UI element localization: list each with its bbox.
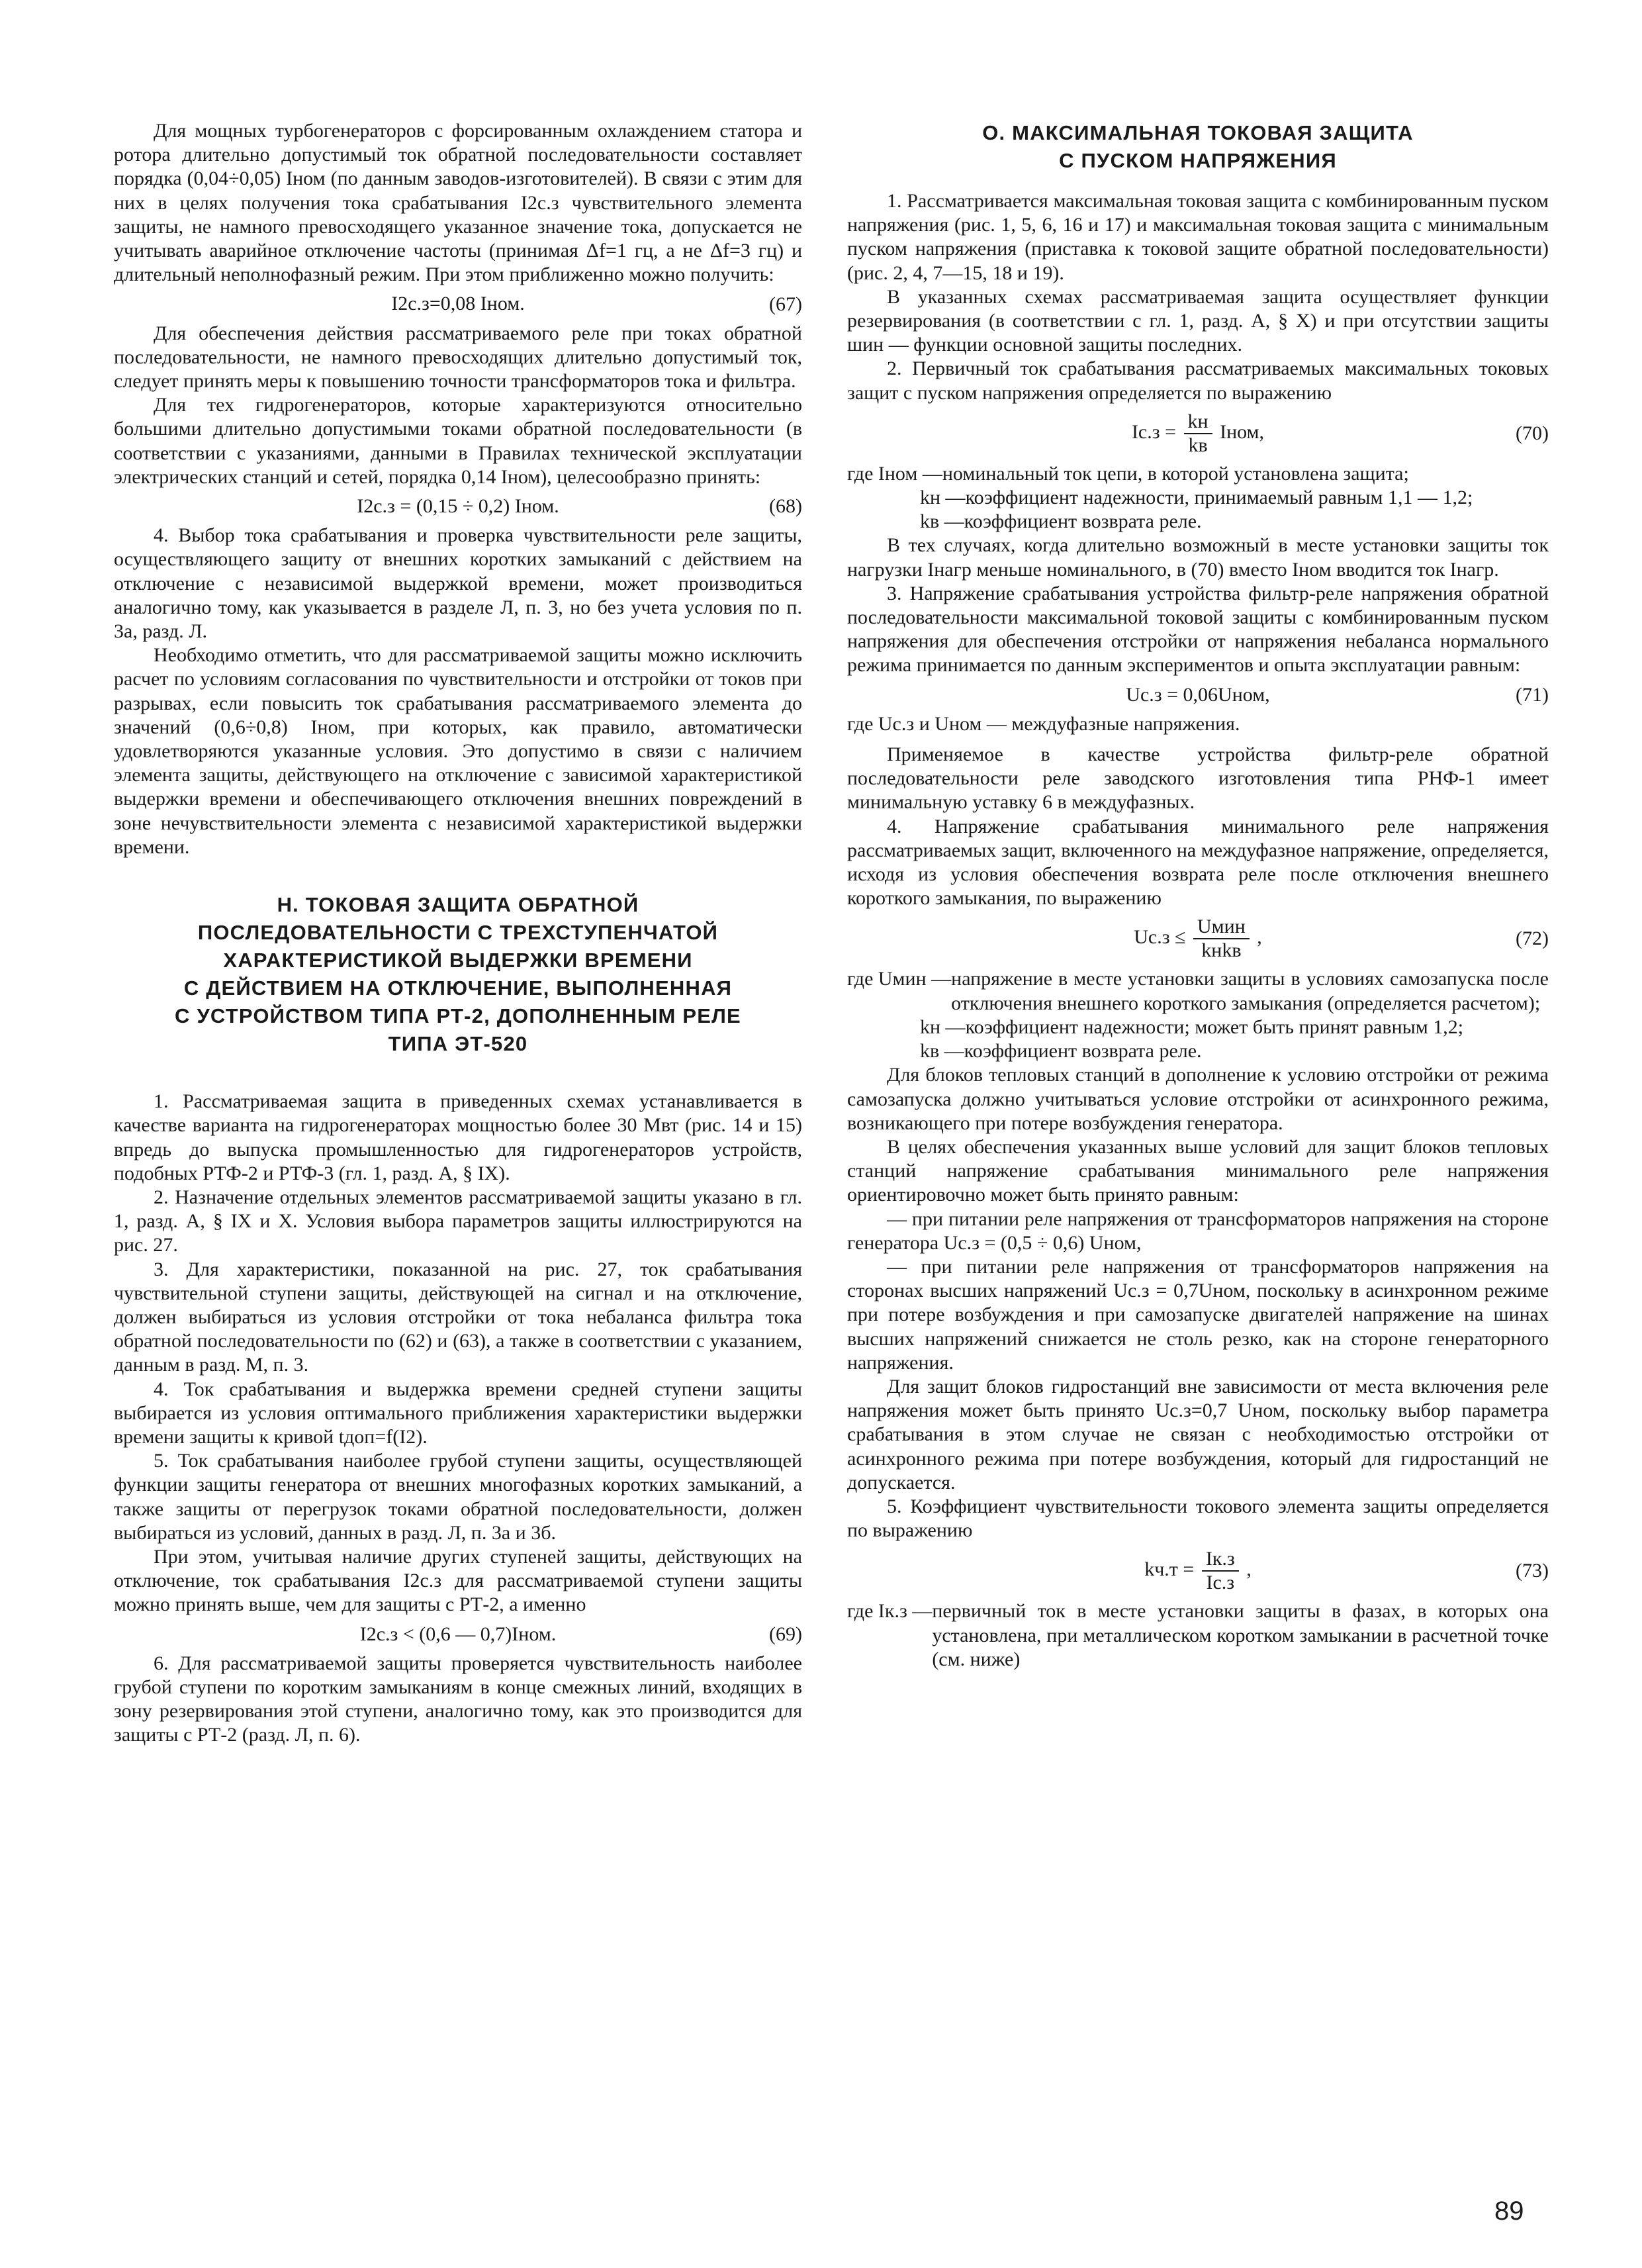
where-symbol: где Uмин — (847, 968, 952, 990)
paragraph: 1. Рассматриваемая защита в приведенных схемах устанавливается в качестве варианта на гидрогенераторах мощностью более 30 Мвт (рис. 14 и 15) впредь до выпуска промышленностью для гидрогенераторов устройств, подобных РТФ-2 и РТФ-3 (гл. 1, разд. А, § IX). (114, 1090, 802, 1184)
formula-69 (114, 1617, 802, 1652)
formula-number: (72) (1516, 927, 1549, 950)
formula-number: (68) (769, 495, 802, 518)
paragraph: где Uс.з и Uном — междуфазные напряжения. (847, 712, 1240, 735)
formula-expression (1134, 916, 1262, 962)
fraction (1184, 410, 1212, 457)
heading-line: С ПУСКОМ НАПРЯЖЕНИЯ (1059, 149, 1337, 172)
section-heading-n (114, 891, 802, 1058)
heading-line: С УСТРОЙСТВОМ ТИПА РТ-2, ДОПОЛНЕННЫМ РЕЛЕ (175, 1004, 741, 1028)
formula-expression: I2с.з < (0,6 — 0,7)Iном. (359, 1623, 557, 1645)
paragraph: В тех случаях, когда длительно возможный в месте установки защиты ток нагрузки Iнагр меньше номинального, в (70) вместо Iном вводится ток Iнагр. (847, 534, 1549, 581)
where-item (847, 967, 1549, 1015)
formula-number: (71) (1516, 683, 1549, 706)
paragraph: 2. Первичный ток срабатывания рассматриваемых максимальных токовых защит с пуском напряжения определяется по выражению (847, 357, 1549, 404)
formula-number: (70) (1516, 422, 1549, 444)
formula-73 (847, 1542, 1549, 1599)
paragraph: 3. Напряжение срабатывания устройства фильтр-реле напряжения обратной последовательности максимальной токовой защиты с комбинированным пуском напряжения для обеспечения отстройки от напряжения небаланса нормального режима принимается по данным экспериментов и опыта эксплуатации равным: (847, 582, 1549, 677)
paragraph: 3. Для характеристики, показанной на рис. 27, ток срабатывания чувствительной ступени защиты, действующей на сигнал и на отключение, должен выбираться из условия отстройки от тока небаланса фильтра тока обратной последовательности по (62) и (63), а также в соответствии с указанием, данным в разд. М, п. 3. (114, 1258, 802, 1376)
where-item (847, 462, 1549, 486)
formula-number: (73) (1516, 1560, 1549, 1582)
where-symbol: kн — (920, 1016, 966, 1038)
where-text: коэффициент возврата реле. (964, 510, 1202, 533)
formula-lhs: Uс.з ≤ (1134, 926, 1186, 949)
fraction-numerator: Uмин (1193, 916, 1250, 939)
where-item (847, 1016, 1549, 1039)
paragraph: 4. Ток срабатывания и выдержка времени средней ступени защиты выбирается из условия оптимального приближения характеристики выдержки времени защиты к кривой tдоп=f(I2). (114, 1378, 802, 1448)
formula-lhs: kч.т = (1144, 1558, 1195, 1581)
heading-line: С ДЕЙСТВИЕМ НА ОТКЛЮЧЕНИЕ, ВЫПОЛНЕННАЯ (183, 976, 733, 1000)
fraction-denominator: kнkв (1201, 939, 1242, 962)
formula-rhs: Iном, (1220, 420, 1265, 443)
paragraph: 1. Рассматривается максимальная токовая защита с комбинированным пуском напряжения (рис. 1, 5, 6, 16 и 17) и максимальная токовая защита с минимальным пуском напряжения (приставка к токовой защите обратной последовательности) (рис. 2, 4, 7—15, 18 и 19). (847, 190, 1549, 284)
fraction-denominator: kв (1188, 434, 1208, 456)
paragraph: Для мощных турбогенераторов с форсированным охлаждением статора и ротора длительно допустимый ток обратной последовательности составляет порядка (0,04÷0,05) Iном (по данным заводов-изготовителей). В связи с этим для них в целях получения тока срабатывания I2с.з чувствительного элемента защиты, не намного превосходящего указанное значение тока, допускается не учитывать аварийное отключение частоты (принимая Δf=1 гц, а не Δf=3 гц) и длительный неполнофазный режим. При этом приближенно можно получить: (114, 120, 802, 286)
heading-line: О. МАКСИМАЛЬНАЯ ТОКОВАЯ ЗАЩИТА (982, 121, 1414, 144)
paragraph: Для тех гидрогенераторов, которые характеризуются относительно большими длительно допустимыми токами обратной последовательности (в соответствии с указаниями, данными в Правилах технической эксплуатации электрических станций и сетей, порядка 0,14 Iном), целесообразно принять: (114, 394, 802, 488)
paragraph: 2. Назначение отдельных элементов рассматриваемой защиты указано в гл. 1, разд. А, § IX и X. Условия выбора параметров защиты иллюстрируются на рис. 27. (114, 1186, 802, 1256)
formula-rhs: , (1246, 1558, 1252, 1581)
page-number: 89 (1494, 2197, 1524, 2226)
where-text: напряжение в месте установки защиты в условиях самозапуска после отключения внешнего короткого замыкания (определяется расчетом); (951, 968, 1549, 1014)
formula-expression (1144, 1548, 1252, 1594)
fraction-numerator: kн (1184, 410, 1212, 434)
formula-70 (847, 405, 1549, 462)
paragraph: Необходимо отметить, что для рассматриваемой защиты можно исключить расчет по условиям согласования по чувствительности и отстройки от токов при разрывах, если повысить ток срабатывания рассматриваемого элемента до значений (0,6÷0,8) Iном, при которых, как правило, автоматически удовлетворяются указанные условия. Это допустимо в связи с наличием элемента защиты, действующего на отключение с зависимой характеристикой выдержки времени и обеспечивающего отключения внешних повреждений в зоне нечувствительности элемента с независимой характеристикой выдержки времени. (114, 644, 802, 858)
where-item (847, 1039, 1549, 1063)
fraction (1193, 916, 1250, 962)
where-text: номинальный ток цепи, в которой установлена защита; (942, 462, 1409, 485)
where-symbol: kв — (920, 510, 964, 533)
formula-expression: I2с.з = (0,15 ÷ 0,2) Iном. (357, 495, 559, 518)
paragraph: В указанных схемах рассматриваемая защита осуществляет функции резервирования (в соответствии с гл. 1, разд. А, § X) и при отсутствии защиты шин — функции основной защиты последних. (847, 285, 1549, 356)
left-column (114, 119, 802, 1748)
formula-expression: I2с.з=0,08 Iном. (391, 293, 525, 315)
formula-71 (847, 678, 1549, 712)
heading-line: Н. ТОКОВАЯ ЗАЩИТА ОБРАТНОЙ (277, 893, 639, 917)
right-column (847, 119, 1549, 1672)
paragraph: Применяемое в качестве устройства фильтр-реле обратной последовательности реле заводского изготовления типа РНФ-1 имеет минимальную уставку 6 в междуфазных. (847, 743, 1549, 814)
formula-67 (114, 287, 802, 321)
paragraph: 5. Коэффициент чувствительности токового элемента защиты определяется по выражению (847, 1495, 1549, 1542)
where-text: коэффициент надежности, принимаемый равным 1,1 — 1,2; (965, 487, 1473, 509)
where-symbol: kв — (920, 1040, 964, 1063)
formula-number: (69) (769, 1623, 802, 1645)
heading-line: ПОСЛЕДОВАТЕЛЬНОСТИ С ТРЕХСТУПЕНЧАТОЙ (197, 921, 719, 945)
fraction-denominator: Iс.з (1206, 1572, 1235, 1594)
formula-number: (67) (769, 293, 802, 315)
formula-rhs: , (1257, 926, 1262, 949)
fraction (1202, 1548, 1239, 1594)
fraction-numerator: Iк.з (1202, 1548, 1239, 1572)
where-item (847, 1599, 1549, 1672)
where-text: коэффициент возврата реле. (964, 1040, 1202, 1063)
formula-68 (114, 489, 802, 524)
section-heading-o (847, 119, 1549, 175)
paragraph: Для обеспечения действия рассматриваемого реле при токах обратной последовательности, не намного превосходящих длительно допустимый ток, следует принять меры к повышению точности трансформаторов тока и фильтра. (114, 322, 802, 393)
paragraph: Для защит блоков гидростанций вне зависимости от места включения реле напряжения может быть принято Uс.з=0,7 Uном, поскольку выбор параметра срабатывания в этом случае не связан с необходимостью отстройки от асинхронного режима при потере возбуждения, который для гидростанций не допускается. (847, 1375, 1549, 1493)
where-item (847, 486, 1549, 510)
where-symbol: где Iк.з — (847, 1600, 933, 1623)
where-symbol: kн — (920, 487, 966, 509)
formula-expression: Uс.з = 0,06Uном, (1126, 683, 1270, 706)
paragraph: 6. Для рассматриваемой защиты проверяется чувствительность наиболее грубой ступени по коротким замыканиям в конце смежных линий, входящих в зону резервирования этой ступени, аналогично тому, как это производится для защиты с РТ-2 (разд. Л, п. 6). (114, 1652, 802, 1746)
paragraph: — при питании реле напряжения от трансформаторов напряжения на сторонах высших напряжений Uс.з = 0,7Uном, поскольку в асинхронном режиме при потере возбуждения и при самозапуске двигателей напряжение на шинах высших напряжений снижается не столь резко, как на стороне генераторного напряжения. (847, 1255, 1549, 1374)
paragraph: В целях обеспечения указанных выше условий для защит блоков тепловых станций напряжение срабатывания минимального реле напряжения ориентировочно может быть принято равным: (847, 1135, 1549, 1206)
formula-lhs: Iс.з = (1131, 420, 1177, 443)
formula-72 (847, 910, 1549, 967)
paragraph: — при питании реле напряжения от трансформаторов напряжения на стороне генератора Uс.з = (0,5 ÷ 0,6) Uном, (847, 1207, 1549, 1254)
heading-line: ХАРАКТЕРИСТИКОЙ ВЫДЕРЖКИ ВРЕМЕНИ (223, 949, 693, 972)
formula-expression (1132, 410, 1264, 457)
paragraph: 5. Ток срабатывания наиболее грубой ступени защиты, осуществляющей функции защиты генератора от внешних многофазных коротких замыканий, а также защиты от перегрузок токами обратной последовательности, должен выбираться из условий, данных в разд. Л, п. 3а и 3б. (114, 1450, 802, 1544)
paragraph: 4. Напряжение срабатывания минимального реле напряжения рассматриваемых защит, включенного на междуфазное напряжение, определяется, исходя из условия обеспечения возврата реле после отключения внешнего короткого замыкания, по выражению (847, 815, 1549, 910)
heading-line: ТИПА ЭТ-520 (388, 1032, 528, 1056)
where-text: первичный ток в месте установки защиты в фазах, в которых она установлена, при металлическом коротком замыкании в расчетной точке (см. ниже) (932, 1600, 1549, 1670)
paragraph: При этом, учитывая наличие других ступеней защиты, действующих на отключение, ток срабатывания I2с.з для рассматриваемой ступени защиты можно принять выше, чем для защиты с РТ-2, а именно (114, 1545, 802, 1616)
paragraph: Для блоков тепловых станций в дополнение к условию отстройки от режима самозапуска должно учитываться условие отстройки от асинхронного режима, возникающего при потере возбуждения генератора. (847, 1064, 1549, 1134)
where-symbol: где Iном — (847, 462, 942, 485)
where-item (847, 510, 1549, 534)
paragraph: 4. Выбор тока срабатывания и проверка чувствительности реле защиты, осуществляющего защиту от внешних коротких замыканий с действием на отключение с независимой выдержкой времени, может производиться аналогично тому, как указывается в разделе Л, п. 3, но без учета условия по п. 3а, разд. Л. (114, 524, 802, 643)
where-text: коэффициент надежности; может быть принят равным 1,2; (965, 1016, 1464, 1038)
